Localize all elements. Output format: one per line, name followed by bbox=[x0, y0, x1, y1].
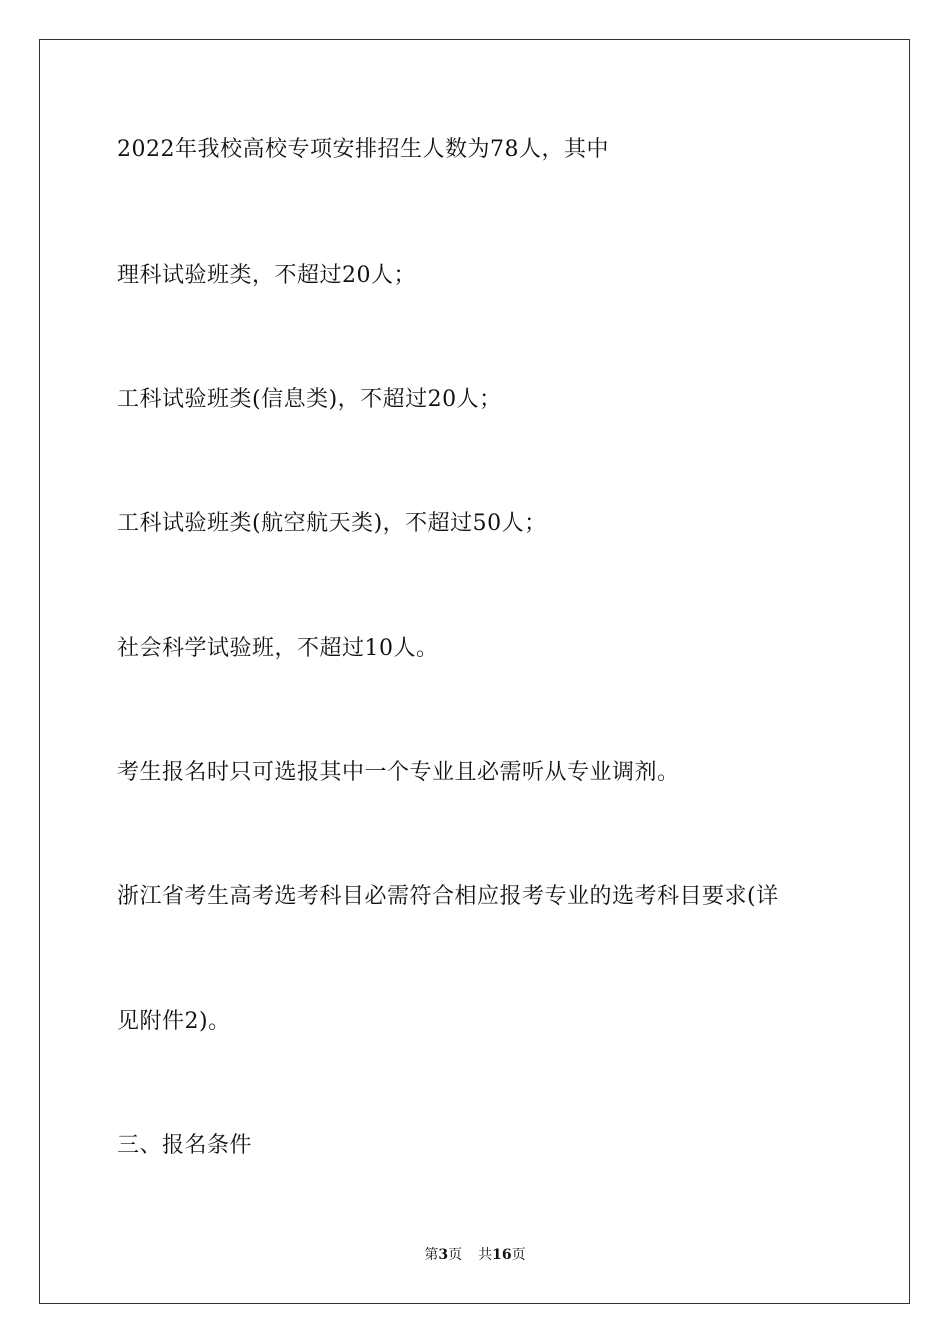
footer-page-total: 16 bbox=[492, 1247, 512, 1263]
paragraph-line: 2022年我校高校专项安排招生人数为78人，其中 bbox=[117, 137, 609, 162]
paragraph-line: 理科试验班类，不超过20人； bbox=[117, 263, 416, 288]
paragraph-line: 工科试验班类(信息类)，不超过20人； bbox=[117, 387, 502, 412]
footer-total-suffix: 页 bbox=[511, 1247, 526, 1263]
paragraph-line: 工科试验班类(航空航天类)，不超过50人； bbox=[117, 511, 547, 536]
footer-page-current: 3 bbox=[438, 1247, 449, 1263]
footer-page-prefix: 第 bbox=[424, 1247, 439, 1263]
paragraph-line: 浙江省考生高考选考科目必需符合相应报考专业的选考科目要求(详 bbox=[117, 884, 779, 909]
footer-total-prefix: 共 bbox=[478, 1247, 493, 1263]
paragraph-line: 考生报名时只可选报其中一个专业且必需听从专业调剂。 bbox=[117, 760, 680, 785]
page-border bbox=[39, 39, 910, 1304]
page-footer bbox=[0, 1245, 950, 1265]
paragraph-line: 见附件2)。 bbox=[117, 1009, 231, 1034]
footer-page-suffix: 页 bbox=[448, 1247, 463, 1263]
paragraph-line: 社会科学试验班，不超过10人。 bbox=[117, 636, 439, 661]
section-heading: 三、报名条件 bbox=[117, 1133, 253, 1158]
